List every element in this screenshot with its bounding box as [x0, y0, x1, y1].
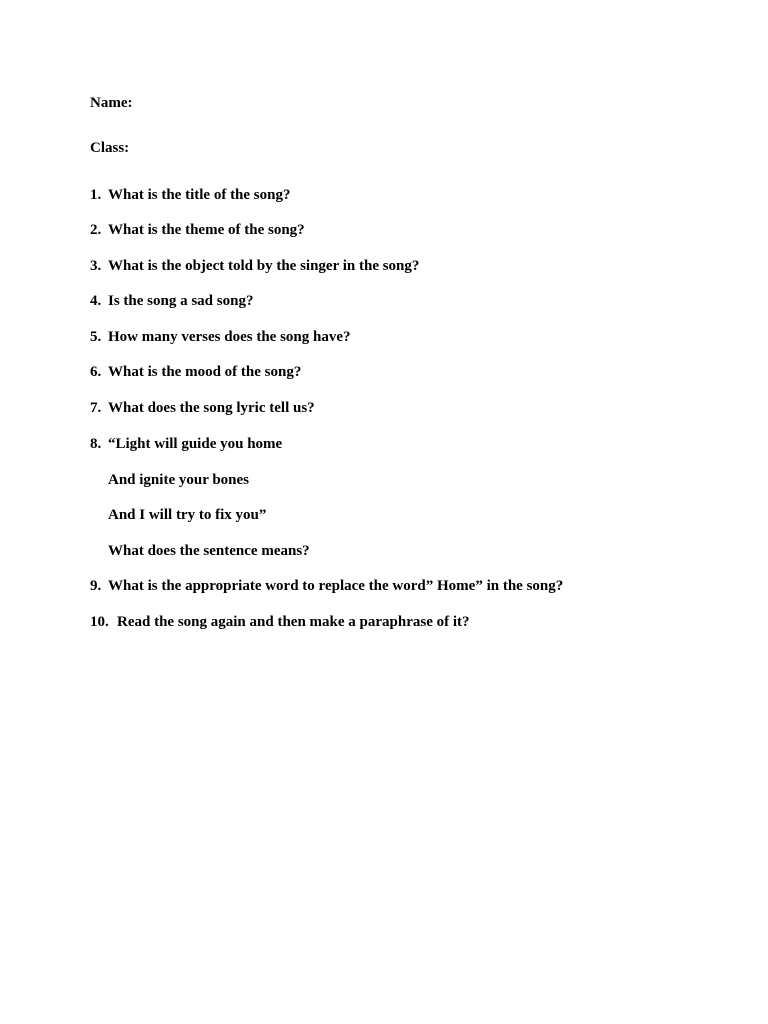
question-number: 6. — [90, 364, 102, 380]
question-text: Is the song a sad song? — [108, 293, 254, 309]
question-number: 1. — [90, 187, 102, 203]
question-8 — [90, 435, 282, 453]
question-8-prompt: What does the sentence means? — [108, 543, 310, 559]
question-number: 5. — [90, 329, 102, 345]
question-3 — [90, 257, 419, 275]
question-10 — [90, 613, 470, 631]
question-text: What is the title of the song? — [108, 187, 291, 203]
question-6 — [90, 363, 301, 381]
question-4 — [90, 292, 253, 310]
question-number: 7. — [90, 400, 102, 416]
question-number: 3. — [90, 258, 102, 274]
question-text: How many verses does the song have? — [108, 329, 351, 345]
question-number: 8. — [90, 436, 102, 452]
question-7 — [90, 399, 315, 417]
question-number: 2. — [90, 222, 102, 238]
question-8-lyric-line-2: And ignite your bones — [108, 472, 250, 488]
question-text: What does the song lyric tell us? — [108, 400, 315, 416]
question-number: 4. — [90, 293, 102, 309]
class-label: Class: — [90, 140, 130, 156]
question-text: What is the object told by the singer in the song? — [108, 258, 420, 274]
question-9 — [90, 577, 563, 595]
question-text: What is the appropriate word to replace the word” Home” in the song? — [108, 578, 564, 594]
question-text: “Light will guide you home — [108, 436, 283, 452]
question-8-lyric-line-3: And I will try to fix you” — [108, 507, 267, 523]
question-text: Read the song again and then make a paraphrase of it? — [117, 614, 470, 630]
name-label: Name: — [90, 95, 133, 111]
question-text: What is the theme of the song? — [108, 222, 305, 238]
question-text: What is the mood of the song? — [108, 364, 302, 380]
question-1 — [90, 186, 291, 204]
question-5 — [90, 328, 351, 346]
question-number: 9. — [90, 578, 102, 594]
question-number: 10. — [90, 614, 109, 630]
question-2 — [90, 221, 305, 239]
